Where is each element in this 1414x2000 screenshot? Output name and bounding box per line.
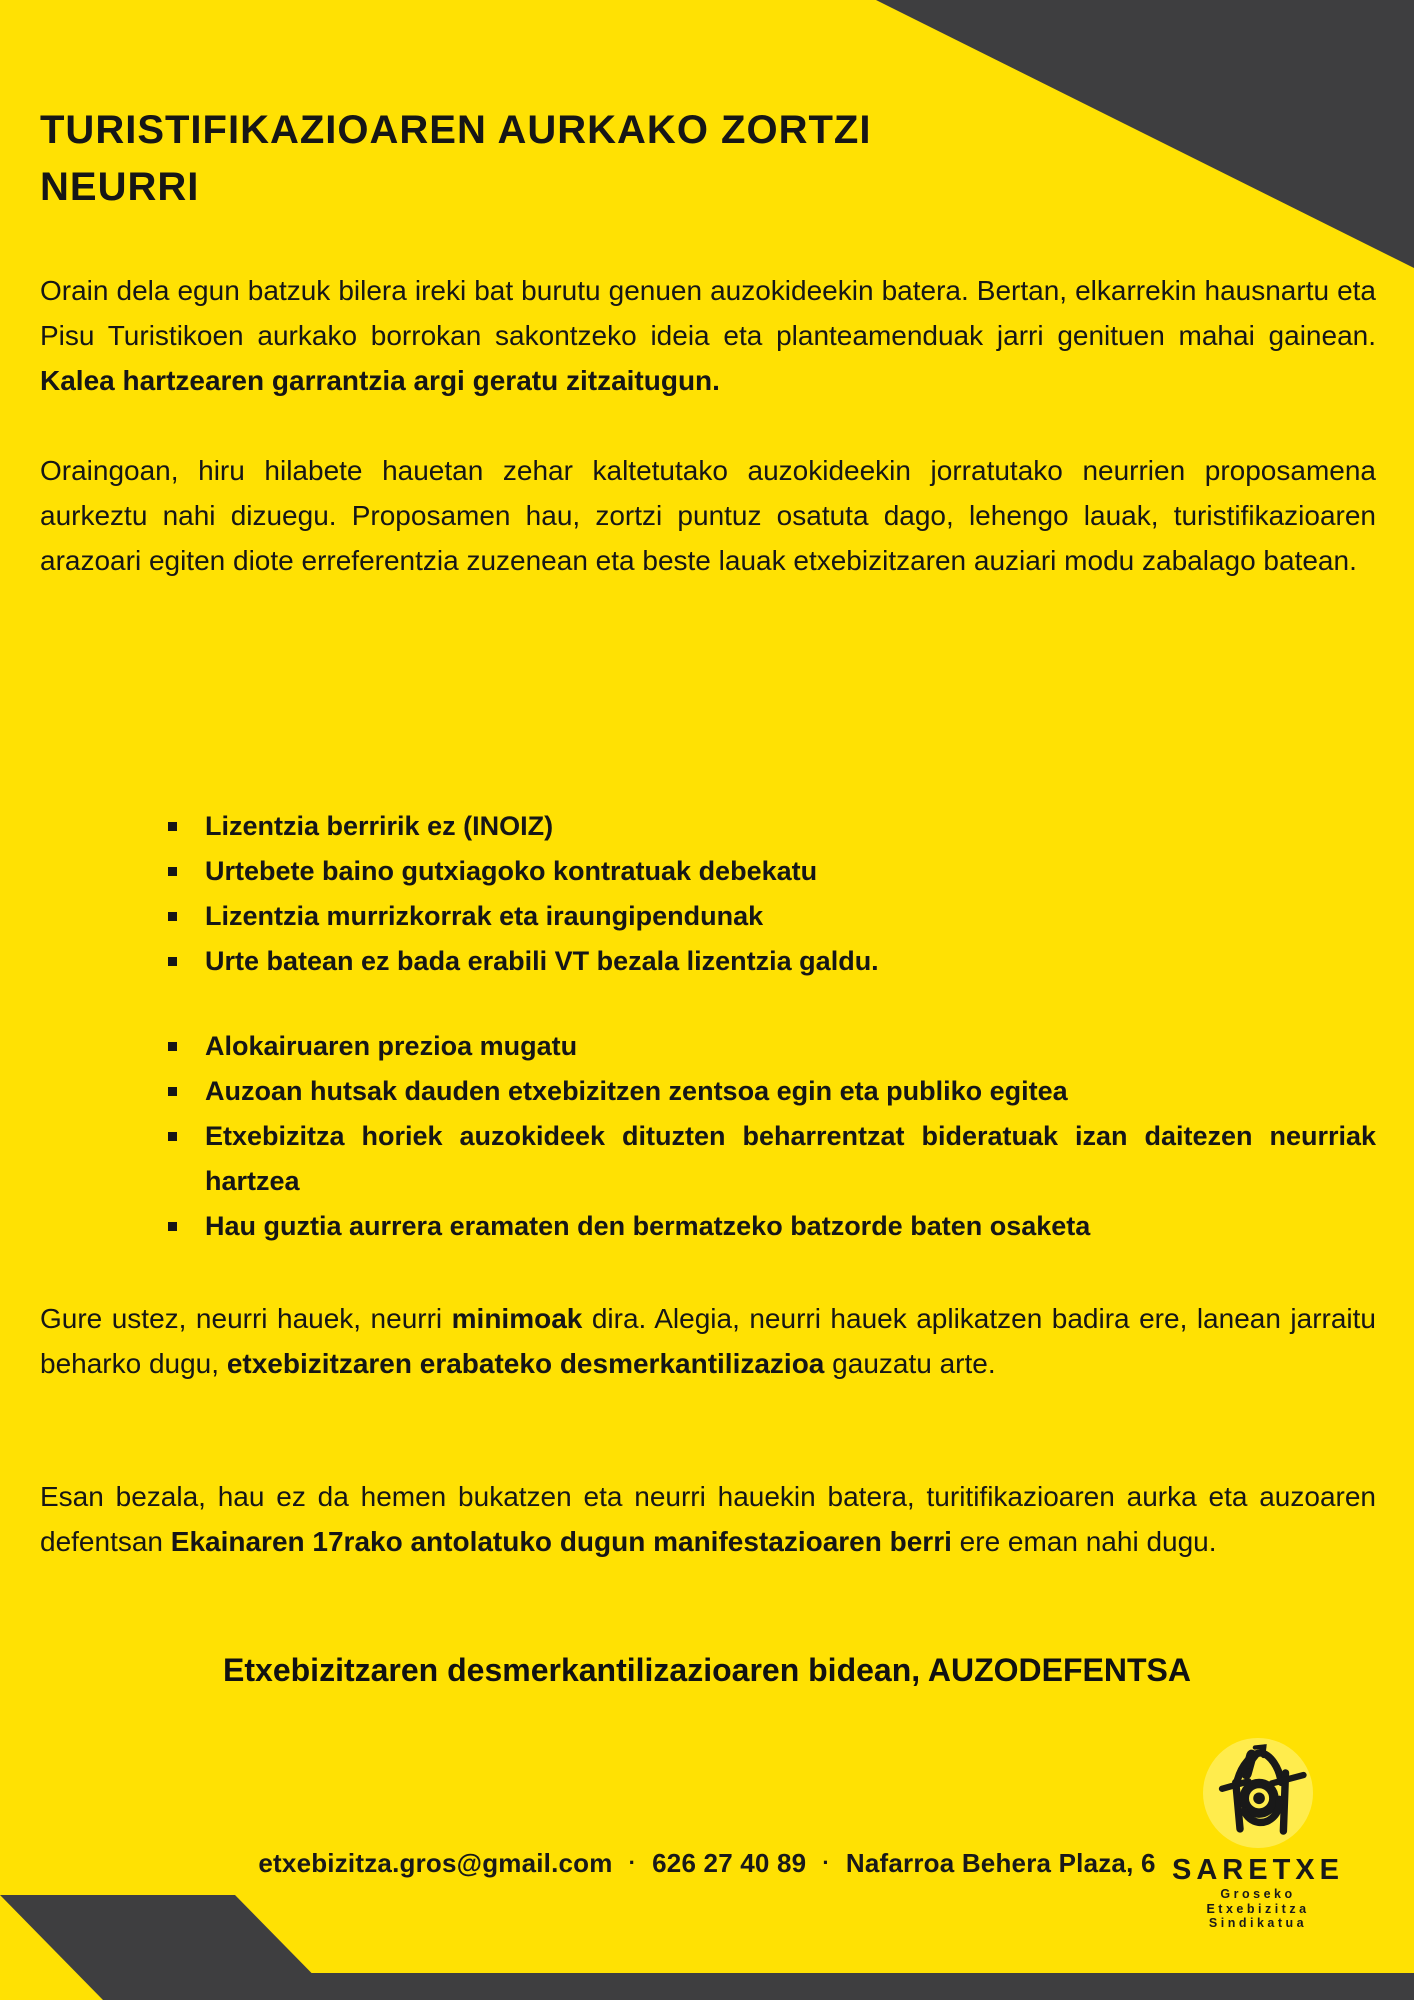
list-item — [40, 849, 1376, 894]
list-item — [40, 894, 1376, 939]
email-text: etxebizitza.gros@gmail.com — [258, 1848, 613, 1878]
list-item-label: Urtebete baino gutxiagoko kontratuak debekatu — [205, 856, 818, 886]
list-item-label: Hau guztia aurrera eramaten den bermatzeko batzorde baten osaketa — [205, 1211, 1091, 1241]
bullet-square-icon — [168, 1042, 177, 1051]
dot-separator: · — [628, 1850, 637, 1875]
list-item — [40, 939, 1376, 984]
house-arrow-icon — [1203, 1738, 1313, 1848]
logo-subtitle-line: Groseko — [1220, 1887, 1296, 1901]
list-item-label: Alokairuaren prezioa mugatu — [205, 1031, 578, 1061]
list-item-label: Lizentzia berririk ez (INOIZ) — [205, 811, 554, 841]
logo-subtitle-line: Etxebizitza — [1206, 1901, 1310, 1916]
bullet-square-icon — [168, 1087, 177, 1096]
logo-circle — [1203, 1738, 1313, 1848]
proposal-paragraph: Oraingoan, hiru hilabete hauetan zehar kaltetutako auzokideekin jorratutako neurrien proposamena aurkeztu nahi dizuegu. Proposamen hau, zortzi puntuz osatuta dago, lehengo lauak, turistifikazioaren arazoari egiten diote erreferentzia zuzenean eta beste lauak etxebizitzaren auziari modu zabalago batean. — [40, 455, 1376, 576]
address-text: Nafarroa Behera Plaza, 6 — [845, 1848, 1156, 1878]
intro-paragraph: Orain dela egun batzuk bilera ireki bat burutu genuen auzokideekin batera. Bertan, elkarrekin hausnartu eta Pisu Turistikoen aurkako borrokan sakontzeko ideia eta planteamenduak jarri genituen mahai gainean. Kalea hartzearen garrantzia argi geratu zitzaitugun. — [40, 275, 1376, 396]
bullet-square-icon — [168, 912, 177, 921]
bullet-square-icon — [168, 1222, 177, 1231]
minimum-measures-paragraph: Gure ustez, neurri hauek, neurri minimoak dira. Alegia, neurri hauek aplikatzen badira ere, lanean jarraitu beharko dugu, etxebizitzaren erabateko desmerkantilizazioa gauzatu arte. — [40, 1303, 1376, 1379]
list-item-label: Urte batean ez bada erabili VT bezala lizentzia galdu. — [205, 946, 879, 976]
list-item — [40, 1114, 1376, 1204]
list-item — [40, 1204, 1376, 1249]
bullet-square-icon — [168, 957, 177, 966]
bullet-square-icon — [168, 822, 177, 831]
bullet-square-icon — [168, 1132, 177, 1141]
list-item-label: Auzoan hutsak dauden etxebizitzen zentsoa egin eta publiko egitea — [205, 1076, 1068, 1106]
phone-text: 626 27 40 89 — [652, 1848, 807, 1878]
list-item-label: Lizentzia murrizkorrak eta iraungipendunak — [205, 901, 764, 931]
closing-slogan: Etxebizitzaren desmerkantilizazioaren bidean, AUZODEFENTSA — [223, 1652, 1191, 1688]
bottom-left-diagonal-stripe — [0, 1895, 338, 2000]
logo-wordmark: SARETXE — [1172, 1854, 1344, 1886]
measures-list-touristification — [40, 804, 1376, 984]
saretxe-logo — [1148, 1738, 1368, 1931]
list-item-label: Etxebizitza horiek auzokideek dituzten beharrentzat bideratuak izan daitezen neurriak hartzea — [205, 1121, 1376, 1196]
bottom-bar — [290, 1973, 1414, 2000]
demonstration-paragraph: Esan bezala, hau ez da hemen bukatzen eta neurri hauekin batera, turitifikazioaren aurka eta auzoaren defentsan Ekainaren 17rako antolatuko dugun manifestazioaren berri ere eman nahi dugu. — [40, 1481, 1376, 1557]
dot-separator: · — [822, 1850, 830, 1875]
logo-subtitle-line: Sindikatua — [1208, 1916, 1308, 1930]
list-item — [40, 1069, 1376, 1114]
bullet-square-icon — [168, 867, 177, 876]
list-item — [40, 1024, 1376, 1069]
measures-list-housing — [40, 1024, 1376, 1249]
list-item — [40, 804, 1376, 849]
page-title: TURISTIFIKAZIOAREN AURKAKO ZORTZI NEURRI — [40, 108, 872, 209]
